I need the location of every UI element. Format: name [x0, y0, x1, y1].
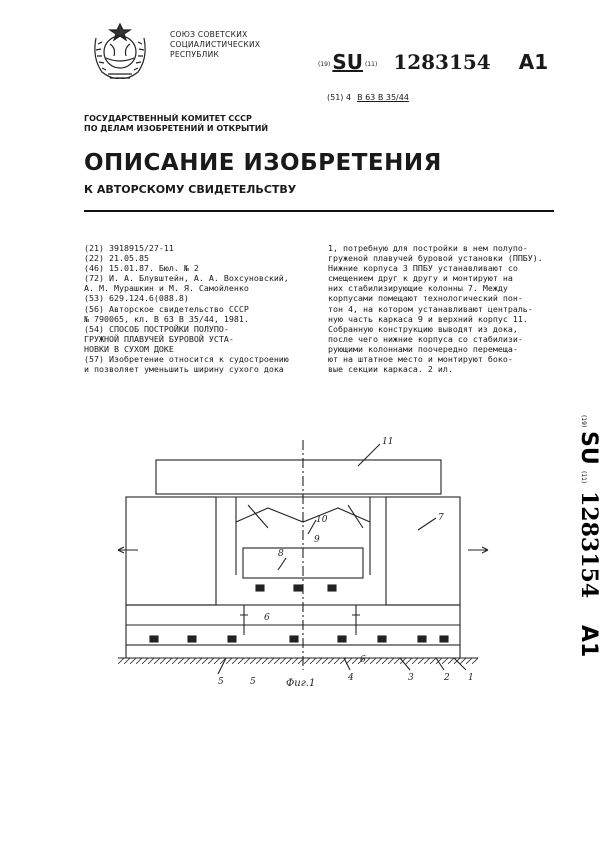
side-code-19: (19)	[580, 415, 587, 428]
biblio-line: (21) 3918915/27-11	[84, 243, 174, 253]
union-name	[170, 30, 260, 60]
label-5: 5	[218, 677, 224, 687]
ipc-label: (51) 4	[327, 93, 352, 102]
code-19: (19)	[318, 61, 331, 68]
label-7: 7	[438, 513, 444, 523]
bibliographic-data	[84, 243, 306, 374]
label-5b: 5	[250, 677, 256, 687]
side-kind: A1	[576, 625, 601, 658]
label-3: 3	[408, 673, 414, 683]
label-9: 9	[314, 535, 320, 545]
abstract-line: смещением друг к другу и монтируют на	[328, 273, 513, 284]
title-rule	[84, 210, 554, 212]
side-number: 1283154	[576, 491, 602, 599]
ipc-classification	[327, 93, 409, 102]
biblio-line: ГРУЖНОЙ ПЛАВУЧЕЙ БУРОВОЙ УСТА-	[84, 333, 234, 344]
code-11: (11)	[364, 61, 378, 68]
abstract-line: тон 4, на котором устанавливают централь-	[328, 303, 533, 314]
label-6: 6	[264, 613, 270, 623]
label-1: 1	[468, 673, 474, 683]
side-code-11: (11)	[580, 471, 587, 484]
abstract-line: груженой плавучей буровой установки (ППБУ).	[328, 253, 543, 264]
abstract-line: Нижние корпуса 3 ППБУ устанавливают со	[328, 263, 518, 274]
union-line: СОЮЗ СОВЕТСКИХ	[170, 30, 248, 39]
abstract-line: после чего нижние корпуса со стабилизи-	[328, 333, 523, 344]
label-4: 4	[348, 673, 354, 683]
ipc-code: В 63 В 35/44	[357, 93, 409, 102]
ussr-emblem	[88, 18, 152, 84]
side-country: SU	[576, 431, 601, 465]
label-8: 8	[278, 549, 284, 559]
document-subtitle: К АВТОРСКОМУ СВИДЕТЕЛЬСТВУ	[84, 183, 297, 196]
side-document-number	[555, 415, 602, 675]
biblio-line: (72) И. А. Блувштейн, А. А. Вохсуновский,	[84, 273, 289, 284]
label-11: 11	[382, 437, 394, 447]
biblio-line: А. М. Мурашкин и М. Я. Самойленко	[84, 283, 249, 294]
biblio-line: НОВКИ В СУХОМ ДОКЕ	[84, 343, 174, 354]
biblio-line: (56) Авторское свидетельство СССР	[84, 303, 249, 314]
abstract-line: 1, потребную для постройки в нем полупо-	[328, 243, 528, 253]
abstract-line: ную часть каркаса 9 и верхний корпус 11.	[328, 313, 528, 324]
biblio-line: (53) 629.124.6(088.8)	[84, 293, 189, 304]
abstract-line: ют на штатное место и монтируют боко-	[328, 354, 513, 365]
figure-caption: Фиг.1	[286, 678, 316, 689]
biblio-line: (46) 15.01.87. Бюл. № 2	[84, 263, 199, 274]
left-column	[126, 497, 216, 605]
biblio-line: (22) 21.05.85	[84, 253, 149, 264]
upper-hull	[156, 460, 441, 494]
document-title: ОПИСАНИЕ ИЗОБРЕТЕНИЯ	[84, 150, 442, 176]
right-column	[386, 497, 460, 605]
country-code: SU	[332, 50, 363, 74]
label-10: 10	[316, 515, 328, 525]
abstract-line: них стабилизирующие колонны 7. Между	[328, 283, 508, 294]
committee	[84, 114, 268, 134]
biblio-line: № 790065, кл. В 63 В 35/44, 1981.	[84, 313, 249, 324]
abstract-line: рующими колоннами поочередно перемеща-	[328, 343, 518, 354]
biblio-line: и позволяет уменьшить ширину сухого дока	[84, 364, 284, 375]
abstract-line: вые секции каркаса. 2 ил.	[328, 364, 453, 375]
union-line: РЕСПУБЛИК	[170, 50, 220, 59]
label-6b: 6	[360, 655, 366, 665]
committee-line: ПО ДЕЛАМ ИЗОБРЕТЕНИЙ И ОТКРЫТИЙ	[84, 124, 269, 133]
document-number	[318, 50, 548, 74]
union-line: СОЦИАЛИСТИЧЕСКИХ	[170, 40, 261, 49]
biblio-line: (57) Изобретение относится к судостроению	[84, 354, 289, 365]
abstract-continuation	[328, 243, 556, 374]
label-2: 2	[444, 673, 450, 683]
committee-line: ГОСУДАРСТВЕННЫЙ КОМИТЕТ СССР	[84, 114, 252, 123]
document-kind: A1	[518, 50, 549, 74]
abstract-line: Собранную конструкцию выводят из дока,	[328, 323, 518, 334]
patent-number: 1283154	[393, 50, 491, 74]
figure-1-drawing	[118, 430, 488, 700]
abstract-line: корпусами помещают технологический пон-	[328, 293, 523, 304]
biblio-line: (54) СПОСОБ ПОСТРОЙКИ ПОЛУПО-	[84, 323, 229, 334]
